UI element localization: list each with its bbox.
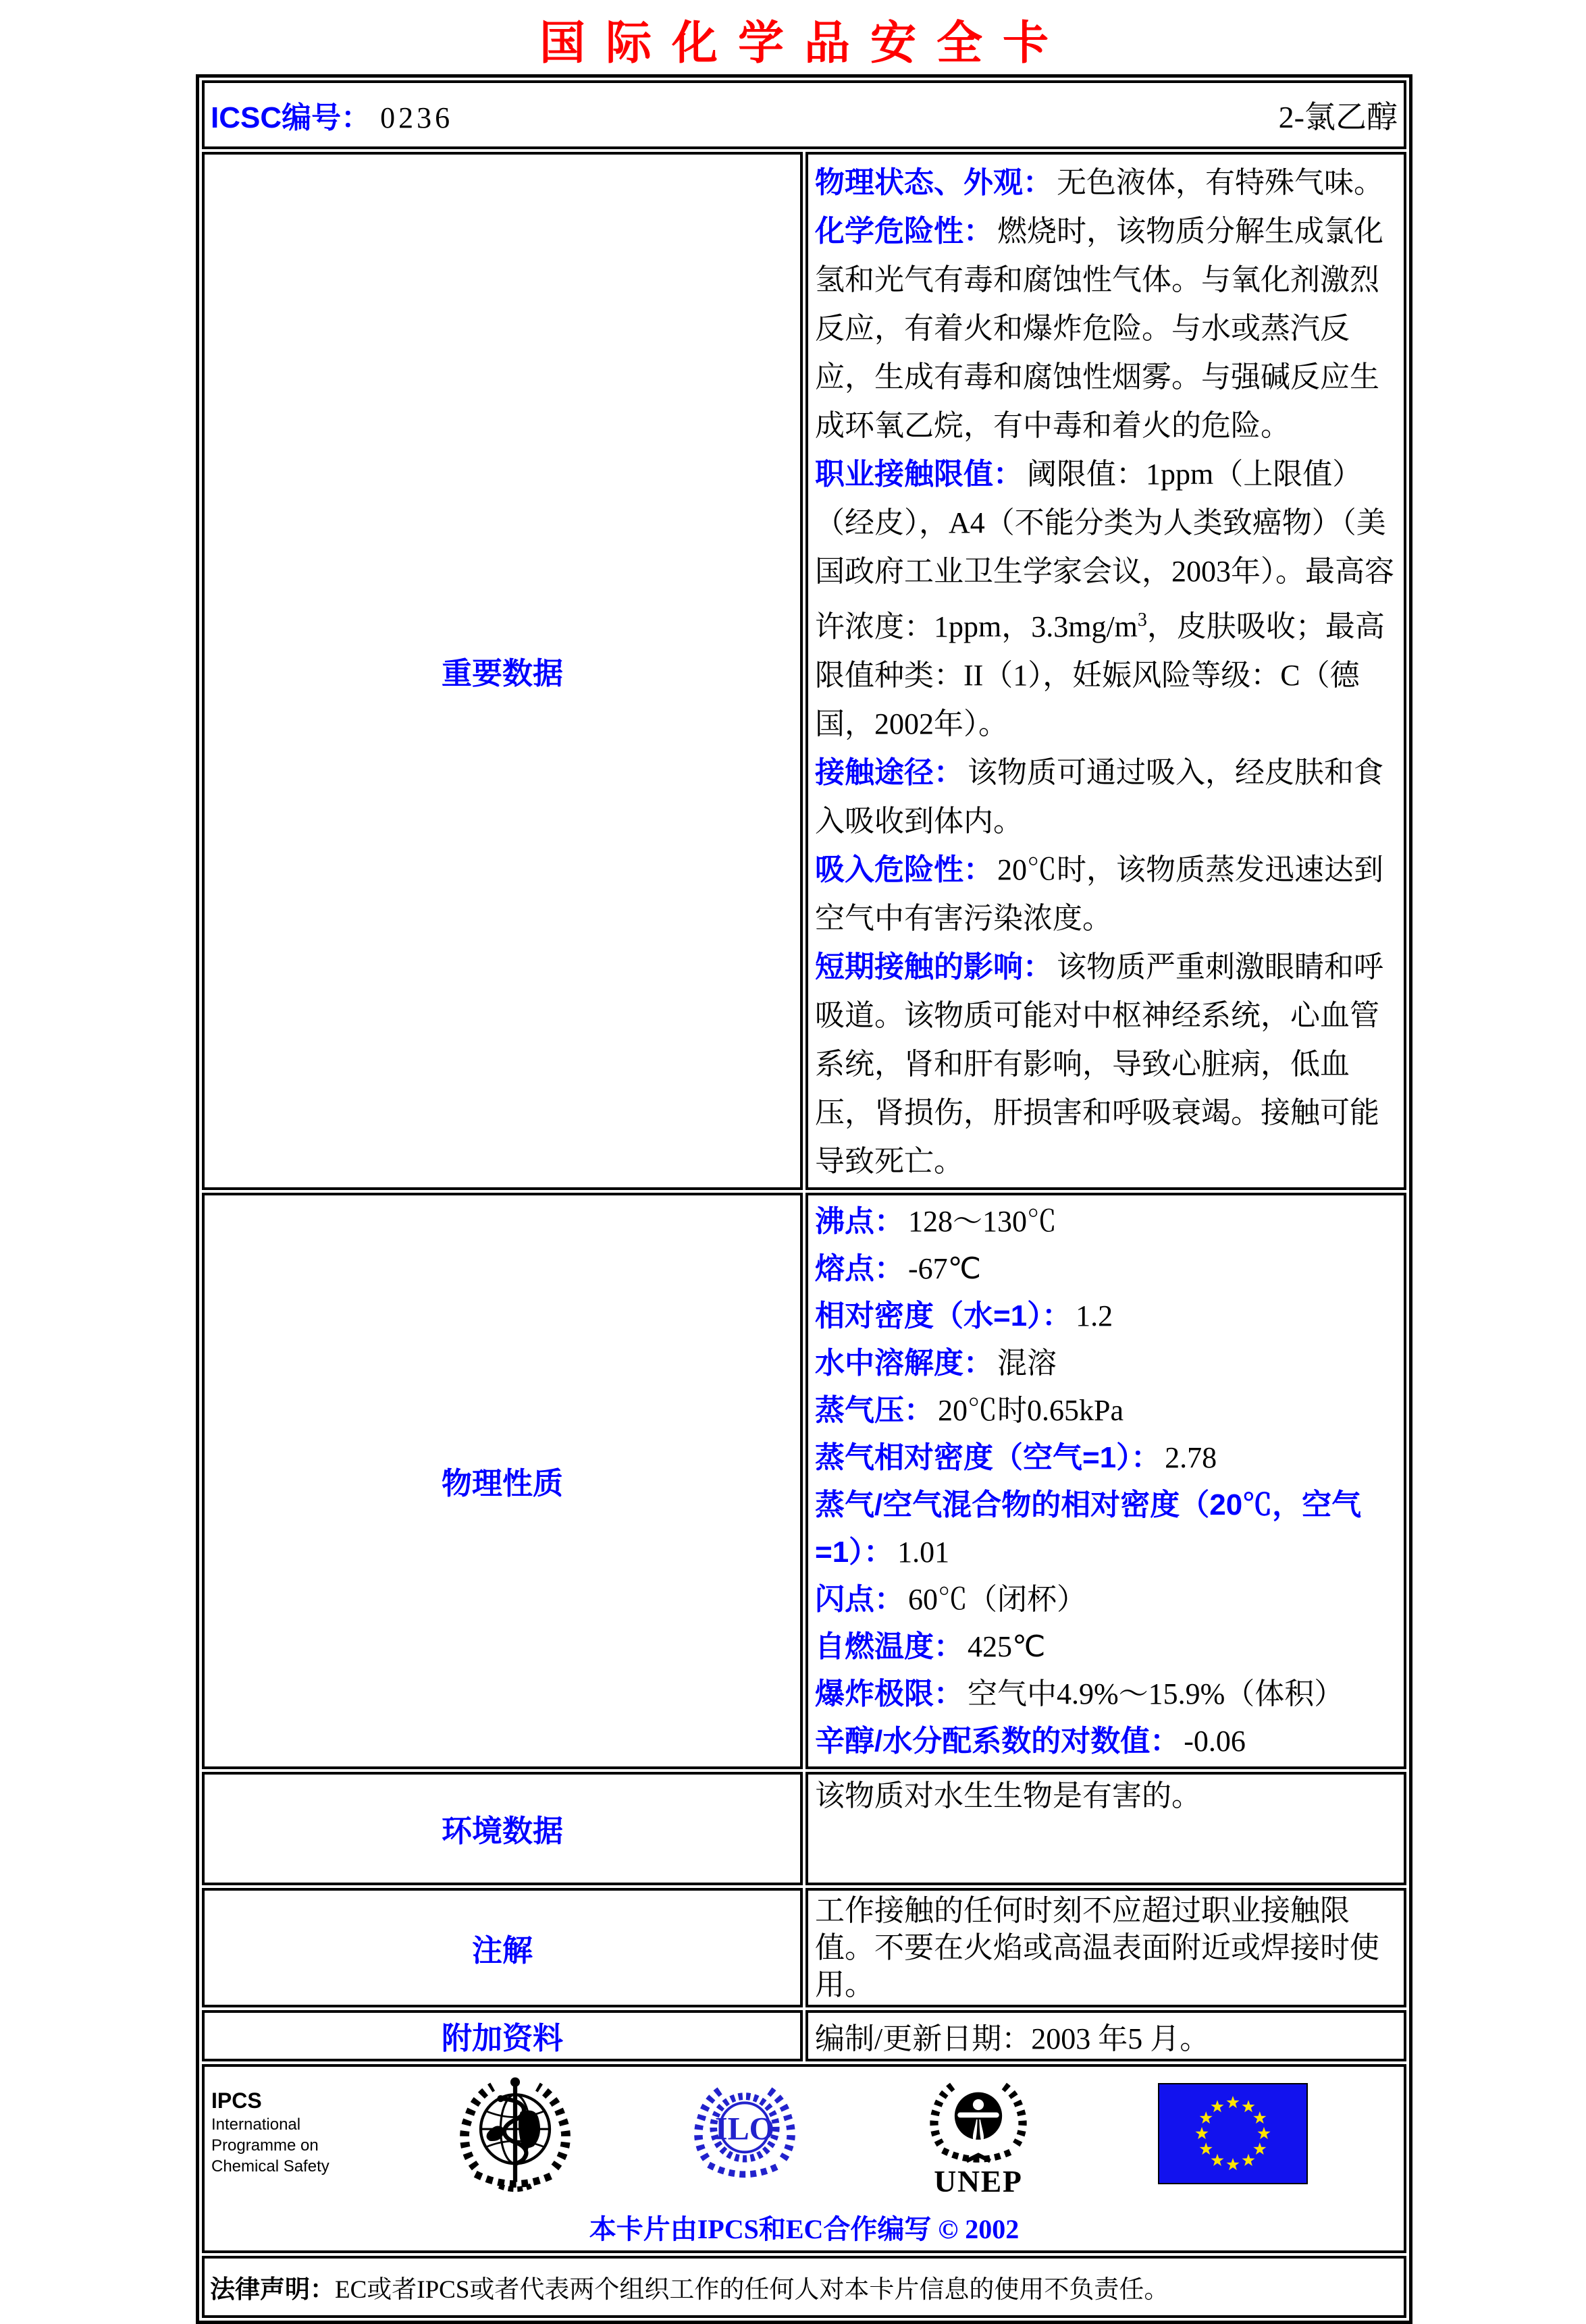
organizations-footer: [202, 2064, 1406, 2253]
physical-properties-content: [805, 1193, 1406, 1769]
additional-info-content: [805, 2010, 1406, 2061]
page-title: 国际化学品安全卡: [539, 18, 1069, 69]
entry-water-solubility: 水中溶解度： 混溶: [815, 1346, 1057, 1380]
ilo-logo-icon: [683, 2072, 807, 2192]
entry-explosive-limits: 爆炸极限： 空气中4.9%～15.9%（体积）: [815, 1677, 1344, 1710]
environmental-data-content: [805, 1772, 1406, 1885]
icsc-number-group: [211, 93, 453, 136]
section-label-environmental-data: 环境数据: [202, 1772, 803, 1885]
superscript-3: 3: [1137, 610, 1147, 630]
entry-octanol-water: 辛醇/水分配系数的对数值： -0.06: [815, 1724, 1246, 1758]
legal-disclaimer-text: EC或者IPCS或者代表两个组织工作的任何人对本卡片信息的使用不负责任。: [335, 2275, 1169, 2304]
entry-exposure-routes: 接触途径： 该物质可通过吸入，经皮肤和食入吸收到体内。: [815, 755, 1383, 838]
legal-disclaimer-row: [202, 2256, 1406, 2318]
svg-text:ILO: ILO: [714, 2111, 775, 2147]
chemical-name: 2-氯乙醇: [1278, 100, 1398, 134]
cooperation-caption: 本卡片由IPCS和EC合作编写 © 2002: [589, 2213, 1020, 2244]
who-logo-icon: [449, 2070, 581, 2202]
section-label-important-data: 重要数据: [202, 152, 803, 1190]
entry-physical-state: 物理状态、外观： 无色液体，有特殊气味。: [815, 166, 1383, 199]
entry-short-term-effects: 短期接触的影响： 该物质严重刺激眼睛和呼吸道。该物质可能对中枢神经系统，心血管系统，肾和肝有影响，导致心脏病，低血压，肾损伤，肝损害和呼吸衰竭。接触可能导致死亡。: [815, 950, 1383, 1178]
section-label-additional-info: 附加资料: [202, 2010, 803, 2061]
section-label-physical-properties: 物理性质: [202, 1193, 803, 1769]
entry-melting-point: 熔点： -67℃: [815, 1251, 982, 1285]
entry-inhalation-risk: 吸入危险性： 20℃时，该物质蒸发迅速达到空气中有害污染浓度。: [815, 853, 1383, 935]
ipcs-acronym: IPCS: [211, 2088, 262, 2113]
icsc-table: [196, 74, 1412, 2324]
icsc-number-value: 0236: [380, 101, 454, 134]
entry-flash-point: 闪点： 60℃（闭杯）: [815, 1582, 1086, 1616]
svg-text:UNEP: UNEP: [934, 2163, 1023, 2198]
entry-boiling-point: 沸点： 128～130℃: [815, 1204, 1057, 1238]
unep-logo-icon: [919, 2071, 1038, 2198]
entry-occupational-limits: 职业接触限值： 阈限值：1ppm（上限值）（经皮），A4（不能分类为人类致癌物）（美国政府工业卫生学家会议，2003年）。最高容许浓度：1ppm，$3.3mg/m^3$，皮肤吸收；最高限值种类：II（1），妊娠风险等级：C（德国，2002年）。: [815, 458, 1394, 740]
entry-chemical-hazard: 化学危险性： 燃烧时，该物质分解生成氯化氢和光气有毒和腐蚀性气体。与氧化剂激烈反应，有着火和爆炸危险。与水或蒸汽反应，生成有毒和腐蚀性烟雾。与强碱反应生成环氧乙烷，有中毒和着火的危险。: [815, 215, 1383, 442]
legal-disclaimer-label: 法律声明：: [210, 2275, 335, 2303]
entry-vapor-density: 蒸气相对密度（空气=1）： 2.78: [815, 1440, 1217, 1474]
entry-relative-density: 相对密度（水=1）： 1.2: [815, 1299, 1113, 1332]
notes-content: [805, 1888, 1406, 2007]
entry-autoignition-temp: 自燃温度： 425℃: [815, 1629, 1046, 1663]
copyright-year: © 2002: [938, 2213, 1020, 2244]
icsc-number-label: ICSC编号：: [211, 101, 371, 134]
environmental-text: 该物质对水生生物是有害的。: [815, 1779, 1201, 1812]
additional-info-text: 编制/更新日期：2003 年5 月。: [815, 2022, 1210, 2055]
notes-text: 工作接触的任何时刻不应超过职业接触限值。不要在火焰或高温表面附近或焊接时使用。: [815, 1893, 1379, 2001]
entry-vapor-pressure: 蒸气压： 20℃时0.65kPa: [815, 1393, 1124, 1427]
eu-flag-icon: [1158, 2083, 1308, 2184]
important-data-content: [805, 152, 1406, 1190]
entry-vapor-air-density: 蒸气/空气混合物的相对密度（20℃，空气=1）： 1.01: [815, 1488, 1362, 1569]
ipcs-text-block: IPCS International Programme on Chemical Safety: [211, 2088, 329, 2176]
section-label-notes: 注解: [202, 1888, 803, 2007]
card-header-row: [205, 92, 1403, 137]
